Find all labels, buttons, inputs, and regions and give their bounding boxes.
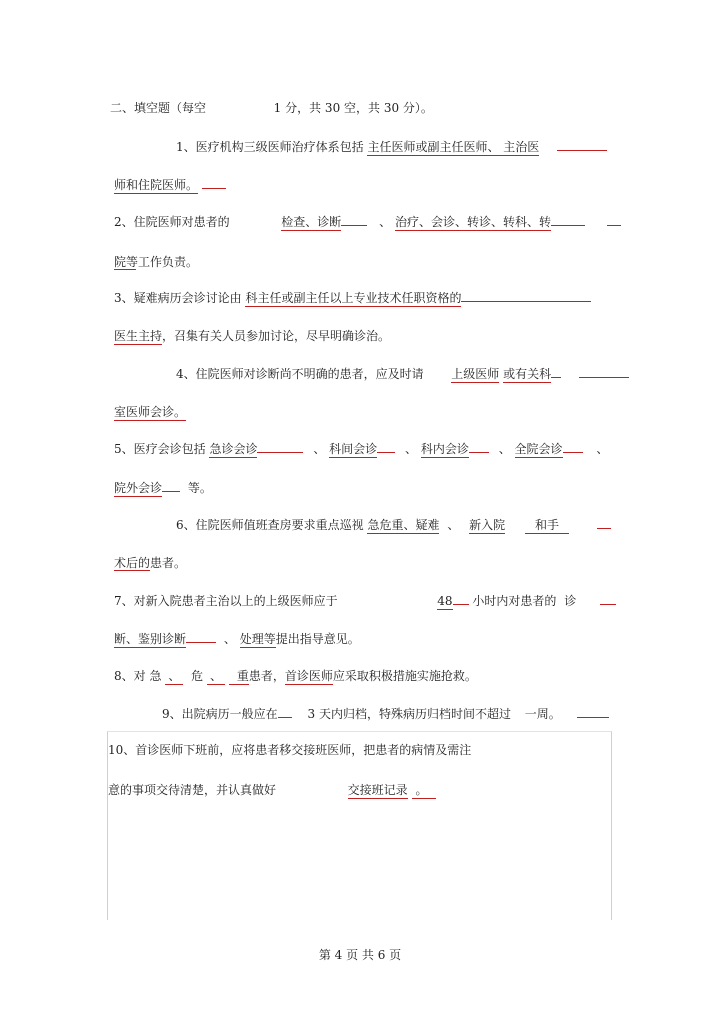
q7-cont-text: 提出指导意见。 <box>275 632 360 646</box>
q4-blank-b <box>579 377 629 378</box>
page-footer: 第 4 页 共 6 页 <box>318 948 402 962</box>
q6-sep: 、 <box>447 518 460 532</box>
question-10-cont <box>108 782 436 799</box>
question-6 <box>176 517 611 534</box>
q8-answer-d: 首诊医师 <box>284 669 333 683</box>
question-4-cont <box>114 404 186 421</box>
q2-text: 2、住院医师对患者的 <box>114 215 230 229</box>
q9-mid: 天内归档，特殊病历归档时间不超过 <box>318 707 511 721</box>
section-title <box>110 100 433 116</box>
q6-answer-a: 急危重、疑难 <box>367 518 440 532</box>
q9-answer-b: 一周 <box>524 707 549 721</box>
q7-mid: 小时内对患者的 <box>472 594 557 608</box>
q5-blank-b <box>377 452 395 453</box>
q5-answer-c: 科内会诊 <box>420 442 469 456</box>
q8-text: 8、对 <box>114 669 146 683</box>
section-title-suffix: 1 分，共 30 空，共 30 分）。 <box>273 101 433 115</box>
q9-answer-a: 3 <box>307 707 316 721</box>
q1-answer: 主任医师或副主任医师、 主治医 <box>367 140 540 154</box>
q5-sep-1: 、 <box>313 442 326 456</box>
q7-cont-answer-a: 断、鉴别诊断 <box>114 632 187 646</box>
answer-box <box>107 731 612 920</box>
q5-blank-d <box>563 452 583 453</box>
q4-cont-answer: 室医师会诊。 <box>114 405 187 419</box>
q9-blank-b <box>577 717 609 718</box>
q6-cont: 术后的患者。 <box>114 556 187 570</box>
q5-cont-blank <box>162 491 180 492</box>
q7-cont-answer-b: 处理等 <box>239 632 276 646</box>
q8-answer-b: 危 <box>191 669 204 683</box>
question-8 <box>114 668 477 685</box>
q8-tail: 应采取积极措施实施抢救。 <box>332 669 477 683</box>
q7-text: 7、对新入院患者主治以上的上级医师应于 <box>114 594 338 608</box>
q10-tail: 。 <box>412 783 436 799</box>
q8-mid: 患者， <box>248 669 285 683</box>
q2-sep: 、 <box>379 215 392 229</box>
question-7-cont <box>114 631 360 648</box>
q9-blank-a <box>278 717 292 718</box>
question-3-cont <box>114 328 390 345</box>
q5-answer-d: 全院会诊 <box>514 442 563 456</box>
q1-cont-answer: 师和住院医师。 <box>114 178 199 192</box>
q6-answer-b: 新入院 <box>469 518 506 532</box>
q8-answer-a: 急 <box>149 669 162 683</box>
question-7 <box>114 593 616 610</box>
q2-answer-a: 检查、诊断 <box>281 215 342 229</box>
question-1 <box>176 139 607 156</box>
q3-text: 3、疑难病历会诊讨论由 <box>114 291 242 305</box>
question-2 <box>114 214 621 231</box>
q10-text: 10、首诊医师下班前，应将患者移交接班医师，把患者的病情及需注 <box>108 743 472 757</box>
q6-answer-c: 和手 <box>525 518 569 534</box>
q5-blank-a <box>257 452 303 453</box>
q3-cont-text: ，召集有关人员参加讨论，尽早明确诊治。 <box>162 329 391 343</box>
section-title-prefix: 二、填空题（每空 <box>110 101 207 115</box>
q5-cont-text: 等。 <box>187 481 212 495</box>
q2-answer-b: 治疗、会诊、转诊、转科、转 <box>394 215 551 229</box>
q3-answer: 科主任或副主任以上专业技术任职资格的 <box>245 291 462 305</box>
q2-blank-a <box>341 225 367 226</box>
q4-answer-b: 或有关科 <box>503 367 552 381</box>
q3-cont-answer: 医生主持 <box>114 329 163 343</box>
question-10 <box>108 742 471 758</box>
question-2-cont <box>114 254 198 271</box>
q7-blank-b <box>600 604 616 605</box>
question-3 <box>114 290 591 307</box>
q5-blank-c <box>469 452 489 453</box>
q8-answer-c: 重 <box>229 669 249 685</box>
q5-answer-a: 急诊会诊 <box>209 442 258 456</box>
question-5-cont <box>114 480 212 497</box>
q5-cont-answer: 院外会诊 <box>114 481 163 495</box>
q7-blank-a <box>453 604 469 605</box>
q6-blank <box>597 528 611 529</box>
q2-blank-b <box>551 225 585 226</box>
q2-blank-c <box>607 225 621 226</box>
q1-text: 1、医疗机构三级医师治疗体系包括 <box>176 140 364 154</box>
q3-blank <box>461 301 591 302</box>
q2-cont: 院等工作负责。 <box>114 255 199 269</box>
q1-cont-blank <box>202 188 226 189</box>
q4-text: 4、住院医师对诊断尚不明确的患者，应及时请 <box>176 367 424 381</box>
q4-blank-a <box>551 377 561 378</box>
q5-sep-2: 、 <box>405 442 418 456</box>
question-6-cont <box>114 555 186 571</box>
question-4 <box>176 366 629 383</box>
question-9 <box>162 706 609 722</box>
q5-answer-b: 科间会诊 <box>329 442 378 456</box>
q1-blank <box>557 150 607 151</box>
q5-text: 5、医疗会诊包括 <box>114 442 206 456</box>
q10-cont-text: 意的事项交待清楚，并认真做好 <box>108 783 277 797</box>
q9-text: 9、出院病历一般应在 <box>162 707 278 721</box>
q9-tail: 。 <box>548 707 561 721</box>
q8-sep-1: 、 <box>165 669 183 685</box>
q7-answer-a: 48 <box>437 594 453 608</box>
q7-cont-blank <box>186 642 216 643</box>
question-1-cont <box>114 177 226 194</box>
q5-sep-4: 、 <box>596 442 609 456</box>
q10-answer: 交接班记录 <box>347 783 408 797</box>
q5-sep-3: 、 <box>498 442 511 456</box>
q7-answer-b: 诊 <box>564 594 577 608</box>
q8-sep-2: 、 <box>207 669 225 685</box>
q7-cont-sep: 、 <box>223 632 236 646</box>
question-5 <box>114 441 608 458</box>
q6-text: 6、住院医师值班查房要求重点巡视 <box>176 518 364 532</box>
q4-answer-a: 上级医师 <box>451 367 500 381</box>
